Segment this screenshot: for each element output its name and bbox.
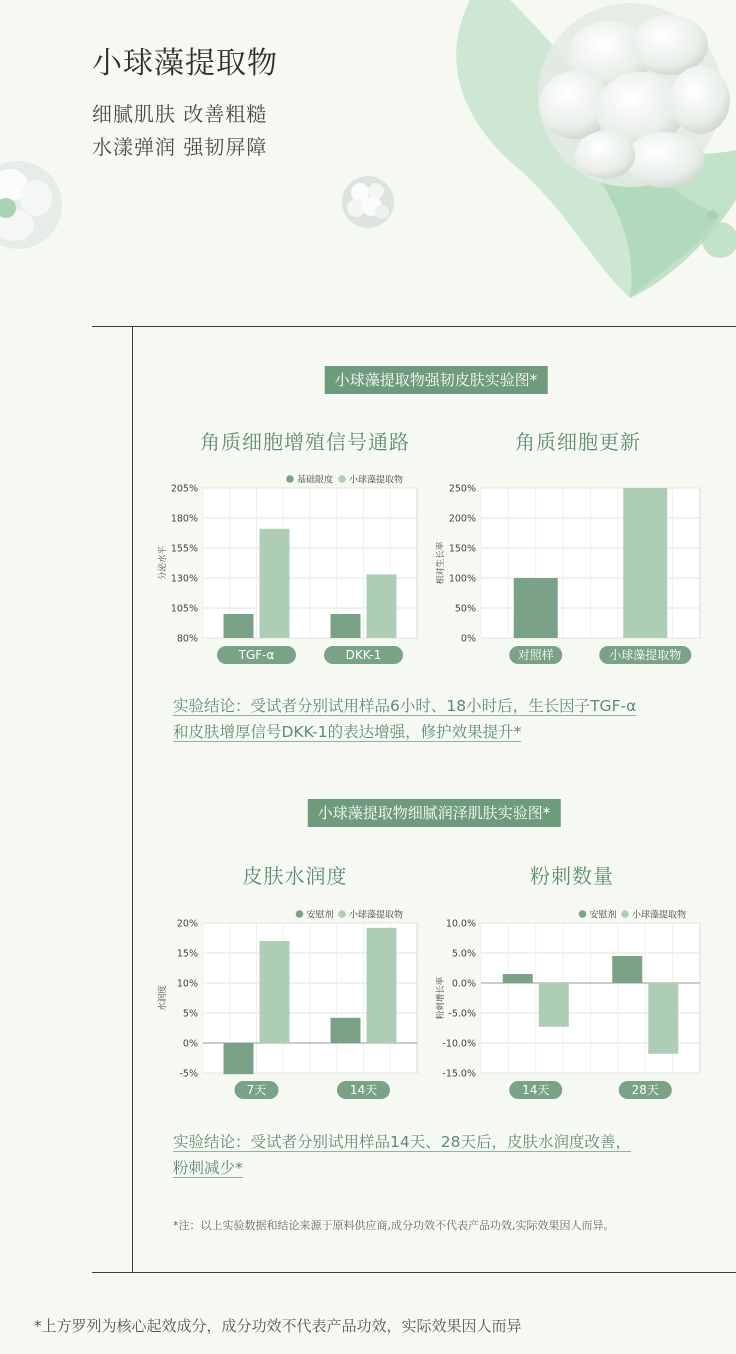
bar [331, 1018, 361, 1043]
bar [623, 488, 667, 638]
bar [514, 578, 558, 638]
y-tick-label: 5% [182, 1008, 198, 1020]
y-tick-label: 105% [170, 603, 198, 615]
y-tick-label: -10.0% [442, 1038, 476, 1050]
x-tick-label: 小球藻提取物 [609, 648, 682, 662]
chart-acne-count [433, 903, 708, 1103]
algae-cell-illustration-left [0, 140, 62, 280]
legend-marker [579, 910, 587, 918]
legend-marker [296, 910, 304, 918]
y-tick-label: 205% [170, 483, 198, 495]
y-tick-label: 130% [170, 573, 198, 585]
chart1-title: 角质细胞增殖信号通路 [200, 430, 410, 454]
section2-title: 小球藻提取物细腻润泽肌肤实验图* [308, 799, 561, 827]
section2-conclusion-line1: 实验结论：受试者分别试用样品14天、28天后，皮肤水润度改善， [173, 1133, 631, 1151]
y-tick-label: 50% [454, 603, 476, 615]
section1-conclusion-line2: 和皮肤增厚信号DKK-1的表达增强，修护效果提升* [173, 723, 522, 741]
bar [367, 928, 397, 1043]
legend-marker [621, 910, 629, 918]
y-tick-label: 20% [176, 918, 198, 930]
bar [224, 1043, 254, 1074]
section2-note: *注：以上实验数据和结论来源于原料供应商,成分功效不代表产品功效,实际效果因人而异。 [173, 1219, 615, 1232]
bar [367, 574, 397, 638]
frame-bottom-line [92, 1272, 736, 1273]
frame-top-line [92, 326, 736, 327]
chart2-title: 角质细胞更新 [515, 430, 641, 454]
y-tick-label: 200% [448, 513, 476, 525]
chart-keratinocyte-renewal [433, 468, 708, 668]
chart-skin-moisture [155, 903, 425, 1103]
section2-conclusion-line2: 粉刺减少* [173, 1159, 243, 1177]
y-tick-label: 80% [176, 633, 198, 645]
hero-tagline-1: 细腻肌肤 改善粗糙 [92, 102, 268, 126]
y-tick-label: -5% [179, 1068, 198, 1080]
x-tick-label: 对照样 [517, 648, 554, 662]
y-tick-label: 150% [448, 543, 476, 555]
bar [331, 614, 361, 638]
algae-cluster-illustration [400, 0, 736, 300]
bar [612, 956, 642, 983]
section1-conclusion [173, 693, 713, 745]
frame-left-line [132, 326, 133, 1272]
x-tick-label: TGF-α [238, 648, 275, 662]
x-tick-label: 28天 [631, 1083, 659, 1097]
bar [503, 974, 533, 983]
legend-label: 基础限度 [297, 475, 334, 486]
legend-label: 小球藻提取物 [632, 910, 687, 921]
y-tick-label: 250% [448, 483, 476, 495]
y-tick-label: -5.0% [448, 1008, 476, 1020]
bar [260, 941, 290, 1043]
chart3-title: 皮肤水润度 [242, 864, 348, 888]
legend-label: 小球藻提取物 [349, 910, 404, 921]
legend-label: 安慰剂 [589, 910, 617, 921]
y-tick-label: 10% [176, 978, 198, 990]
legend-label: 小球藻提取物 [349, 475, 404, 486]
legend-marker [338, 475, 346, 483]
section2-conclusion [173, 1129, 713, 1181]
bar [648, 983, 678, 1054]
legend-label: 安慰剂 [306, 910, 334, 921]
y-axis-label: 分泌水平 [158, 545, 168, 581]
hero-tagline-2: 水漾弹润 强韧屏障 [92, 135, 268, 159]
chart4-title: 粉刺数量 [530, 864, 614, 888]
legend-marker [286, 475, 294, 483]
y-tick-label: 10.0% [445, 918, 476, 930]
y-tick-label: 0% [182, 1038, 198, 1050]
section1-conclusion-line1: 实验结论：受试者分别试用样品6小时、18小时后，生长因子TGF-α [173, 697, 637, 715]
y-tick-label: 5.0% [451, 948, 476, 960]
y-tick-label: 180% [170, 513, 198, 525]
x-tick-label: 14天 [522, 1083, 550, 1097]
y-tick-label: 15% [176, 948, 198, 960]
section1-title: 小球藻提取物强韧皮肤实验图* [325, 366, 548, 394]
x-tick-label: 7天 [246, 1083, 267, 1097]
bar [539, 983, 569, 1027]
y-axis-label: 粉刺增长率 [436, 976, 446, 1020]
y-tick-label: 0% [460, 633, 476, 645]
x-tick-label: 14天 [349, 1083, 378, 1097]
algae-cell-illustration-small [340, 174, 398, 230]
legend-marker [338, 910, 346, 918]
x-tick-label: DKK-1 [345, 648, 382, 662]
y-axis-label: 水润度 [158, 985, 168, 1011]
y-tick-label: 100% [448, 573, 476, 585]
footer-disclaimer: *上方罗列为核心起效成分，成分功效不代表产品功效，实际效果因人而异 [34, 1317, 522, 1335]
y-axis-label: 相对生长率 [436, 541, 446, 585]
y-tick-label: 155% [170, 543, 198, 555]
bar [224, 614, 254, 638]
bar [260, 529, 290, 638]
chart-keratinocyte-signal [155, 468, 425, 668]
y-tick-label: -15.0% [442, 1068, 476, 1080]
page-title: 小球藻提取物 [92, 46, 278, 81]
y-tick-label: 0.0% [451, 978, 476, 990]
